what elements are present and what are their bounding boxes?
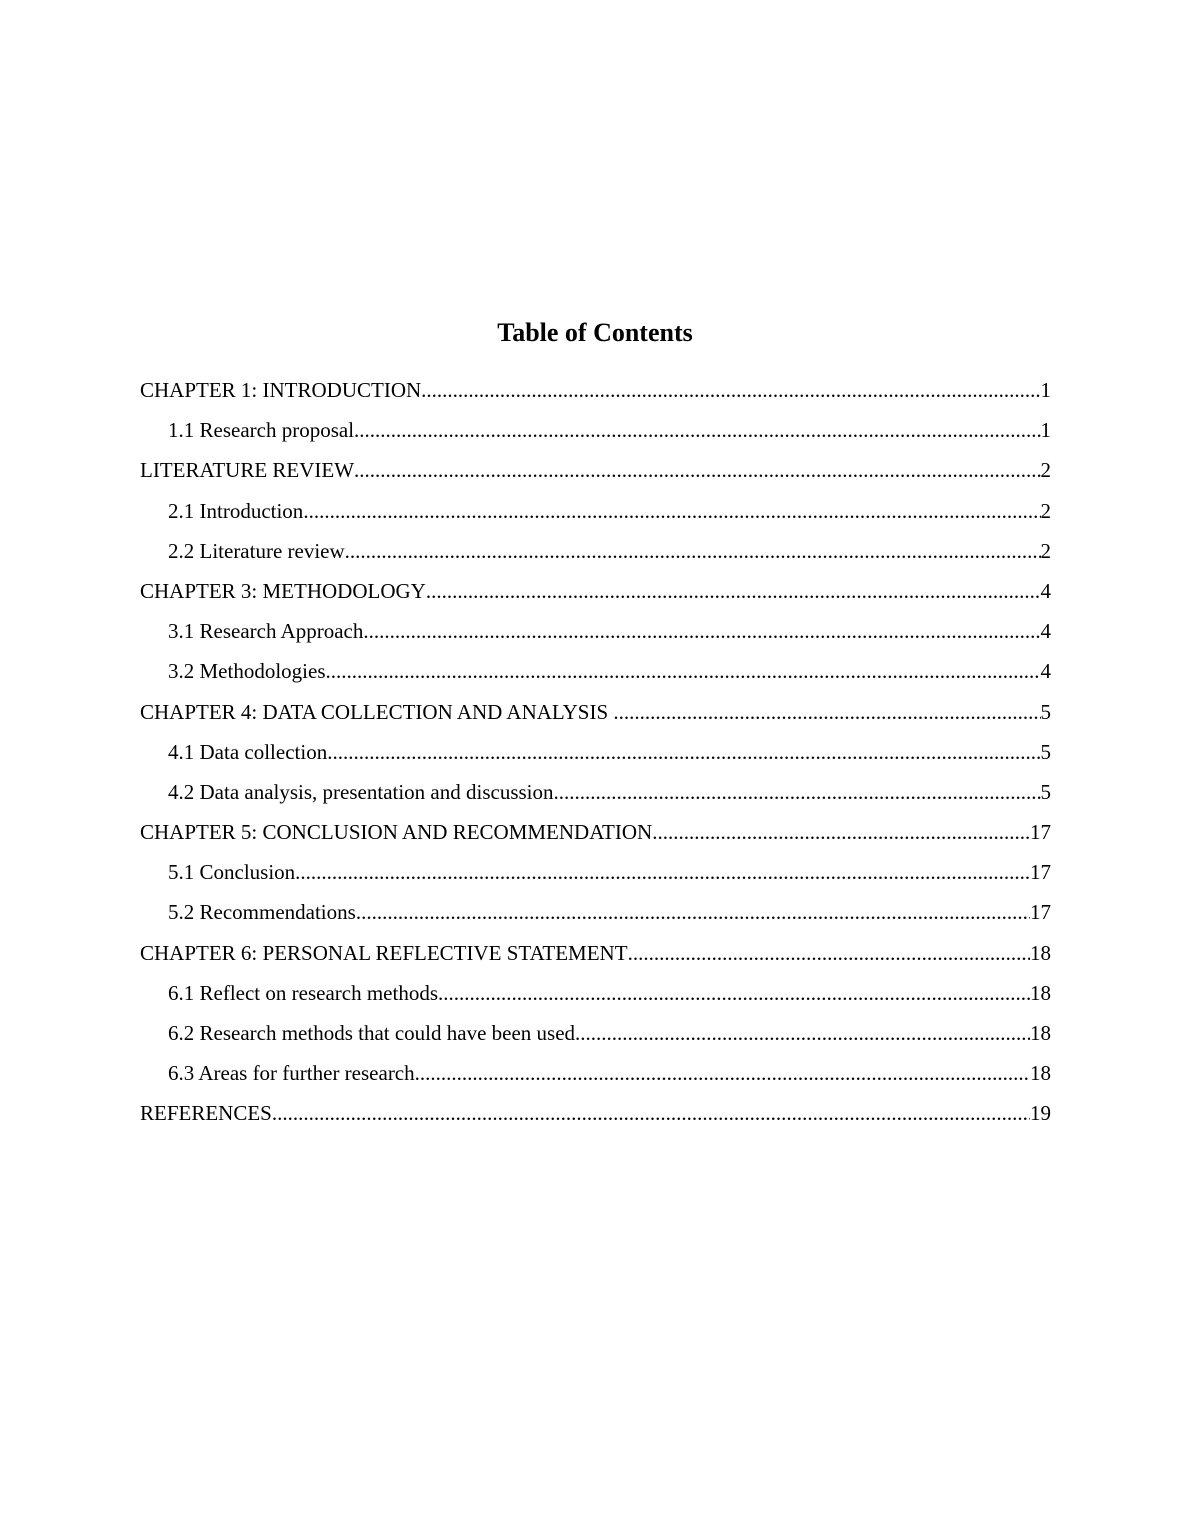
toc-entry-label: 4.2 Data analysis, presentation and discussion <box>168 779 554 804</box>
toc-entry-label: 3.2 Methodologies <box>168 659 326 684</box>
toc-entry-page: 5 <box>1040 699 1051 724</box>
toc-entry-page: 4 <box>1040 619 1051 644</box>
toc-dot-leader <box>554 774 1041 810</box>
toc-entry-page: 2 <box>1040 498 1051 523</box>
toc-entry-page: 17 <box>1030 860 1051 885</box>
toc-list <box>140 372 1051 1136</box>
toc-entry-label: 2.2 Literature review <box>168 538 345 563</box>
toc-entry-label: 5.1 Conclusion <box>168 860 296 885</box>
toc-entry-4-1[interactable] <box>140 734 1051 774</box>
toc-entry-6-1[interactable] <box>140 975 1051 1015</box>
toc-entry-literature-review[interactable] <box>140 452 1051 492</box>
toc-entry-page: 1 <box>1040 418 1051 443</box>
toc-dot-leader <box>613 694 1040 730</box>
toc-entry-5-2[interactable] <box>140 894 1051 934</box>
toc-entry-page: 17 <box>1030 820 1051 845</box>
toc-entry-label: 5.2 Recommendations <box>168 900 356 925</box>
toc-entry-label: CHAPTER 3: METHODOLOGY <box>140 578 426 603</box>
toc-dot-leader <box>438 975 1030 1011</box>
toc-entry-4-2[interactable] <box>140 774 1051 814</box>
toc-entry-chapter-4[interactable] <box>140 694 1051 734</box>
toc-dot-leader <box>354 452 1040 488</box>
toc-entry-page: 2 <box>1040 458 1051 483</box>
toc-entry-label: LITERATURE REVIEW <box>140 458 355 483</box>
toc-entry-3-1[interactable] <box>140 613 1051 653</box>
toc-entry-page: 18 <box>1030 940 1051 965</box>
toc-entry-label: 3.1 Research Approach <box>168 619 364 644</box>
toc-entry-label: CHAPTER 1: INTRODUCTION <box>140 378 422 402</box>
toc-entry-chapter-6[interactable] <box>140 935 1051 975</box>
toc-entry-6-2[interactable] <box>140 1015 1051 1055</box>
toc-entry-page: 18 <box>1030 980 1051 1005</box>
toc-entry-page: 5 <box>1040 739 1051 764</box>
toc-entry-page: 19 <box>1030 1101 1051 1126</box>
toc-dot-leader <box>426 573 1041 609</box>
toc-entry-label: CHAPTER 4: DATA COLLECTION AND ANALYSIS <box>140 699 614 724</box>
toc-dot-leader <box>326 653 1041 689</box>
toc-entry-1-1[interactable] <box>140 412 1051 452</box>
toc-entry-chapter-3[interactable] <box>140 573 1051 613</box>
toc-dot-leader <box>272 1095 1030 1131</box>
toc-entry-chapter-5[interactable] <box>140 814 1051 854</box>
toc-entry-label: 6.1 Reflect on research methods <box>168 980 438 1005</box>
toc-title: Table of Contents <box>497 318 693 347</box>
toc-dot-leader <box>575 1015 1030 1051</box>
toc-entry-page: 17 <box>1030 900 1051 925</box>
toc-entry-label: REFERENCES <box>140 1101 272 1126</box>
toc-entry-label: CHAPTER 6: PERSONAL REFLECTIVE STATEMENT <box>140 940 628 965</box>
toc-entry-label: 6.2 Research methods that could have been used <box>168 1021 576 1045</box>
toc-entry-page: 5 <box>1040 779 1051 804</box>
toc-dot-leader <box>363 613 1040 649</box>
toc-dot-leader <box>421 372 1040 408</box>
toc-dot-leader <box>303 493 1040 529</box>
toc-entry-label: 1.1 Research proposal <box>168 418 355 443</box>
toc-entry-2-2[interactable] <box>140 533 1051 573</box>
toc-dot-leader <box>295 854 1030 890</box>
toc-dot-leader <box>415 1055 1030 1091</box>
toc-entry-3-2[interactable] <box>140 653 1051 693</box>
toc-dot-leader <box>628 935 1030 971</box>
toc-entry-5-1[interactable] <box>140 854 1051 894</box>
toc-entry-page: 4 <box>1040 659 1051 684</box>
toc-entry-page: 2 <box>1040 538 1051 563</box>
toc-dot-leader <box>354 412 1040 448</box>
toc-entry-chapter-1[interactable] <box>140 372 1051 412</box>
toc-entry-page: 4 <box>1040 578 1051 603</box>
toc-entry-page: 18 <box>1030 1021 1051 1045</box>
toc-dot-leader <box>356 894 1030 930</box>
toc-entry-label: 4.1 Data collection <box>168 739 328 764</box>
toc-dot-leader <box>652 814 1030 850</box>
toc-entry-label: CHAPTER 5: CONCLUSION AND RECOMMENDATION <box>140 820 653 845</box>
toc-entry-label: 2.1 Introduction <box>168 498 304 523</box>
toc-dot-leader <box>327 734 1040 770</box>
toc-entry-2-1[interactable] <box>140 493 1051 533</box>
toc-entry-page: 18 <box>1030 1061 1051 1086</box>
toc-entry-references[interactable] <box>140 1095 1051 1135</box>
toc-entry-label: 6.3 Areas for further research <box>168 1061 415 1086</box>
toc-dot-leader <box>345 533 1041 569</box>
toc-entry-6-3[interactable] <box>140 1055 1051 1095</box>
toc-entry-page: 1 <box>1040 378 1051 402</box>
